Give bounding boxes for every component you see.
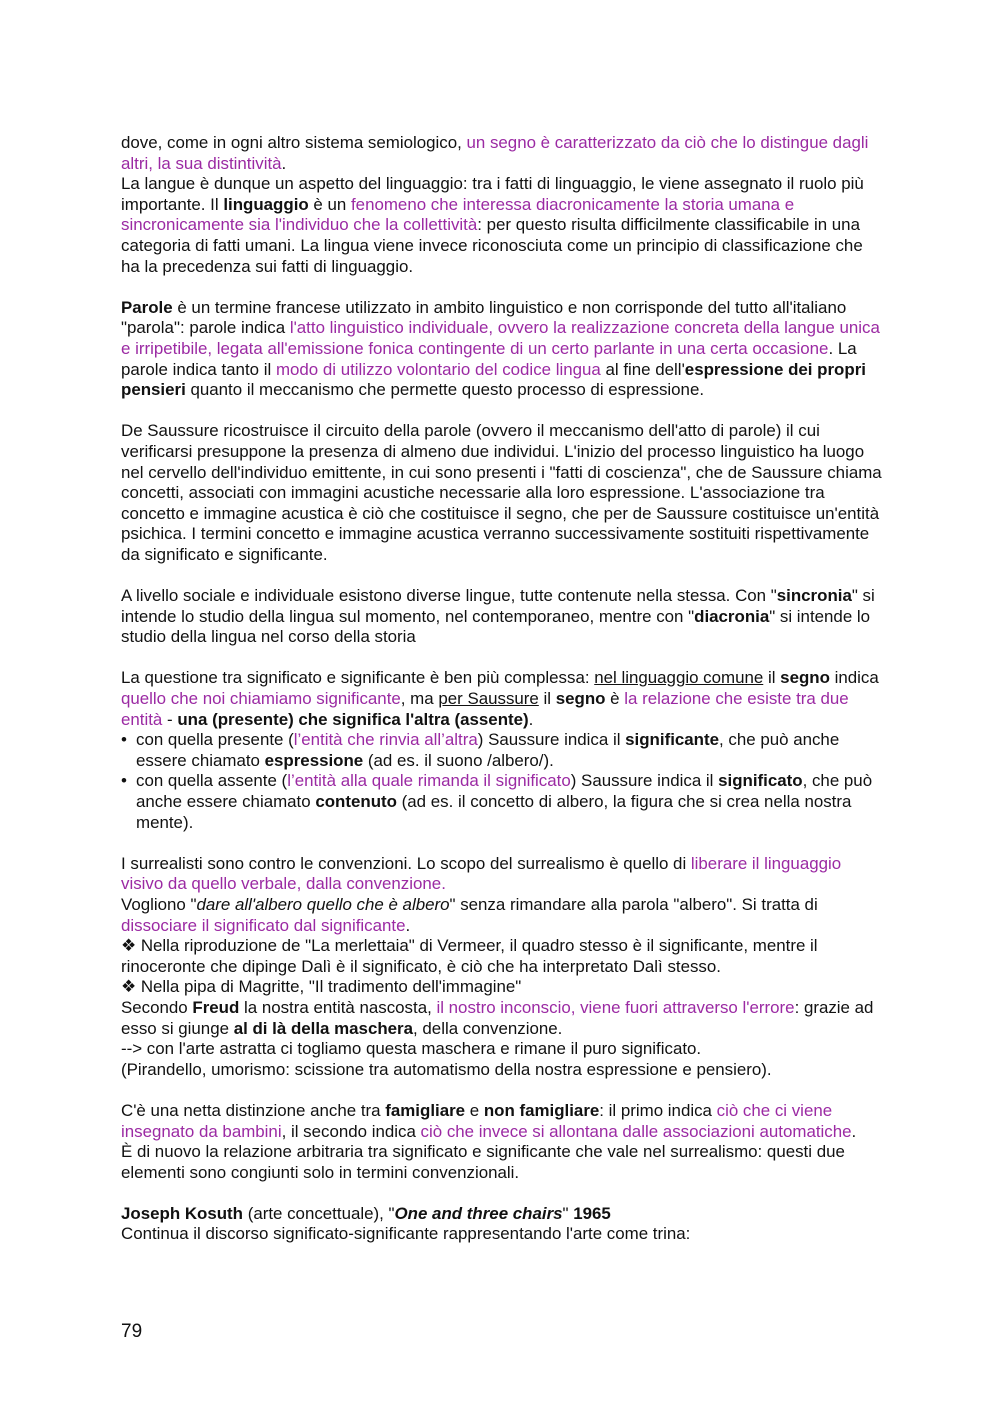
page-number: 79 (121, 1321, 143, 1342)
text-run: il (538, 689, 556, 709)
text-run: La langue è dunque un aspetto del linguaggio: tra i fatti di linguaggio, le viene assegnato il ruolo più importante. Il (121, 174, 864, 214)
highlighted-text: dissociare il significato dal significante (121, 915, 406, 935)
text-run: La questione tra significato e significante è ben più complessa: (121, 668, 595, 688)
paragraph-segno (121, 668, 886, 730)
text-run: (ad es. il suono /albero/). (363, 750, 554, 770)
text-run: : il primo indica (599, 1100, 717, 1120)
highlighted-text: ciò che invece si allontana dalle associazioni automatiche (420, 1121, 852, 1141)
text-run: : grazie ad esso si giunge (121, 997, 874, 1038)
paragraph-pirandello: (Pirandello, umorismo: scissione tra automatismo della nostra espressione e pensiero). (121, 1059, 772, 1079)
text-run: indica (829, 668, 879, 688)
bullet-icon: • (121, 730, 127, 750)
paragraph-arte-astratta: --> con l'arte astratta ci togliamo questa maschera e rimane il puro significato. (121, 1039, 702, 1059)
paragraph-freud (121, 998, 886, 1039)
text-run: Secondo (121, 997, 193, 1017)
highlighted-text: modo di utilizzo volontario del codice lingua (275, 359, 601, 379)
bold-term: diacronia (694, 606, 770, 626)
text-run: . (281, 153, 287, 173)
paragraph-gap (121, 565, 886, 586)
text-run: . La parole indica tanto il (121, 338, 857, 379)
paragraph-famigliare (121, 1101, 886, 1142)
bold-term: linguaggio (223, 194, 309, 214)
bold-term: non famigliare (483, 1100, 600, 1120)
text-run: il (763, 668, 781, 688)
text-run: A livello sociale e individuale esistono diverse lingue, tutte contenute nella stessa. Con " (121, 586, 777, 606)
text-run: è un termine francese utilizzato in ambito linguistico e non corrisponde del tutto all'italiano "parola": parole indica (121, 297, 847, 338)
bullet-list (121, 730, 886, 833)
highlighted-text: l’entità che rinvia all’altra (293, 730, 478, 750)
paragraph-gap (121, 401, 886, 422)
list-item (121, 730, 886, 771)
text-run: " senza rimandare alla parola "albero". Si tratta di (449, 894, 818, 914)
bold-term: Freud (192, 997, 240, 1017)
paragraph-kosuth-heading (121, 1204, 886, 1225)
paragraph-arbitraria: È di nuovo la relazione arbitraria tra significato e significante che vale nel surrealismo: questi due elementi sono congiunti solo in termini convenzionali. (121, 1142, 845, 1182)
paragraph-merlettaia: ❖ Nella riproduzione de "La merlettaia" di Vermeer, il quadro stesso è il significante, mentre il rinoceronte che dipinge Dalì è il significato, è ciò che ha interpretato Dalì stesso. (121, 936, 818, 976)
text-run: con quella assente ( (136, 771, 288, 791)
bold-term: contenuto (315, 792, 397, 811)
paragraph-parole (121, 298, 886, 401)
text-run: ) Saussure indica il (570, 771, 719, 791)
text-run: , della convenzione. (413, 1018, 563, 1038)
paragraph-circuito: De Saussure ricostruisce il circuito della parole (ovvero il meccanismo dell'atto di parole) il cui verificarsi presuppone la presenza di almeno due individui. L'inizio del processo linguistico ha luogo nel cervello dell'individuo emittente, in cui sono presenti i "fatti di coscienza", che de Saussure chiama concetti, associati con immagini acustiche necessarie alla loro espressione. L'associazione tra concetto e immagine acustica è ciò che costituisce il segno, che per de Saussure costituisce un'entità psichica. I termini concetto e immagine acustica verranno successivamente sostituiti rispettivamente da significato e significante. (121, 421, 882, 564)
highlighted-text: ciò che ci viene insegnato da bambini (121, 1100, 833, 1141)
highlighted-text: il nostro inconscio, viene fuori attraverso l'errore (436, 997, 795, 1017)
text-run: , il secondo indica (281, 1121, 421, 1141)
text-run: - (162, 709, 178, 729)
bold-term: segno (555, 689, 606, 709)
text-run: con quella presente ( (136, 730, 294, 750)
bold-term: significato (718, 771, 803, 791)
underlined-text: nel linguaggio comune (594, 668, 764, 688)
paragraph-gap (121, 833, 886, 854)
paragraph-magritte: ❖ Nella pipa di Magritte, "Il tradimento dell'immagine" (121, 977, 522, 997)
highlighted-text: fenomeno che interessa diacronicamente la storia umana e sincronicamente sia l'individuo che la collettività (121, 194, 795, 235)
text-run: : per questo risulta difficilmente classificabile in una categoria di fatti umani. La lingua viene invece riconosciuta come un principio di classificazione che ha la precedenza sui fatti di linguaggio. (121, 215, 863, 276)
text-run: è (605, 689, 625, 709)
bold-term: segno (780, 668, 830, 688)
text-run: , che può anche essere chiamato (136, 771, 873, 811)
text-run: e (465, 1100, 484, 1120)
italic-quote: dare all'albero quello che è albero (196, 894, 450, 914)
highlighted-text: liberare il linguaggio visivo da quello verbale, dalla convenzione. (121, 853, 842, 894)
highlighted-text: l’entità alla quale rimanda il significato (287, 771, 571, 791)
bold-term: famigliare (385, 1100, 466, 1120)
text-run: " si intende lo studio della lingua sul momento, nel contemporaneo, mentre con " (121, 586, 875, 626)
bold-term: Parole (121, 297, 173, 317)
bold-term: Joseph Kosuth (121, 1203, 243, 1223)
paragraph-distintivita (121, 133, 886, 174)
text-run: . (851, 1121, 857, 1141)
text-run: dove, come in ogni altro sistema semiologico, (121, 133, 467, 152)
highlighted-text: un segno è caratterizzato da ciò che lo distingue dagli altri, la sua distintività (121, 133, 869, 173)
bullet-icon: • (121, 771, 127, 791)
text-run: è un (308, 194, 351, 214)
page-body (121, 133, 886, 1245)
highlighted-text: la relazione che esiste tra due entità (121, 689, 849, 729)
highlighted-text: quello che noi chiamiamo significante (121, 689, 401, 709)
text-run: C'è una netta distinzione anche tra (121, 1100, 386, 1120)
paragraph-gap (121, 1183, 886, 1204)
text-run: Vogliono " (121, 894, 197, 914)
paragraph-vogliono (121, 895, 886, 936)
text-run: I surrealisti sono contro le convenzioni. Lo scopo del surrealismo è quello di (121, 853, 691, 873)
paragraph-trina: Continua il discorso significato-significante rappresentando l'arte come trina: (121, 1224, 691, 1244)
text-run: , ma (400, 689, 439, 709)
bold-term: significante (625, 730, 720, 750)
text-run: . (405, 915, 411, 935)
text-run: " si intende lo studio della lingua nel corso della storia (121, 606, 871, 647)
text-run: . (528, 709, 534, 729)
text-run: (ad es. il concetto di albero, la figura che si crea nella nostra mente). (136, 792, 852, 832)
paragraph-gap (121, 648, 886, 669)
bold-term: sincronia (776, 586, 852, 606)
paragraph-gap (121, 277, 886, 298)
bold-term: espressione dei propri pensieri (121, 359, 866, 400)
text-run: al fine dell' (600, 359, 685, 379)
paragraph-sincronia (121, 586, 886, 648)
text-run: quanto il meccanismo che permette questo processo di espressione. (185, 380, 705, 400)
text-run: " (562, 1203, 574, 1223)
paragraph-gap (121, 1080, 886, 1101)
text-run: la nostra entità nascosta, (239, 997, 437, 1017)
artwork-title: One and three chairs (394, 1203, 563, 1223)
bold-term: al di là della maschera (233, 1018, 414, 1038)
text-run: (arte concettuale), " (243, 1203, 395, 1223)
list-item (121, 771, 886, 833)
paragraph-langue (121, 174, 886, 277)
underlined-text: per Saussure (438, 689, 539, 709)
highlighted-text: l'atto linguistico individuale, ovvero la realizzazione concreta della langue unica e irripetibile, legata all'emissione fonica contingente di un certo parlante in una certa occasione (121, 318, 880, 358)
artwork-year: 1965 (573, 1203, 611, 1223)
bold-term: espressione (264, 750, 364, 770)
text-run: ) Saussure indica il (477, 730, 626, 750)
text-run: , che può anche essere chiamato (136, 730, 840, 770)
paragraph-surrealisti (121, 854, 886, 895)
bold-term: una (presente) che significa l'altra (assente) (177, 709, 529, 729)
